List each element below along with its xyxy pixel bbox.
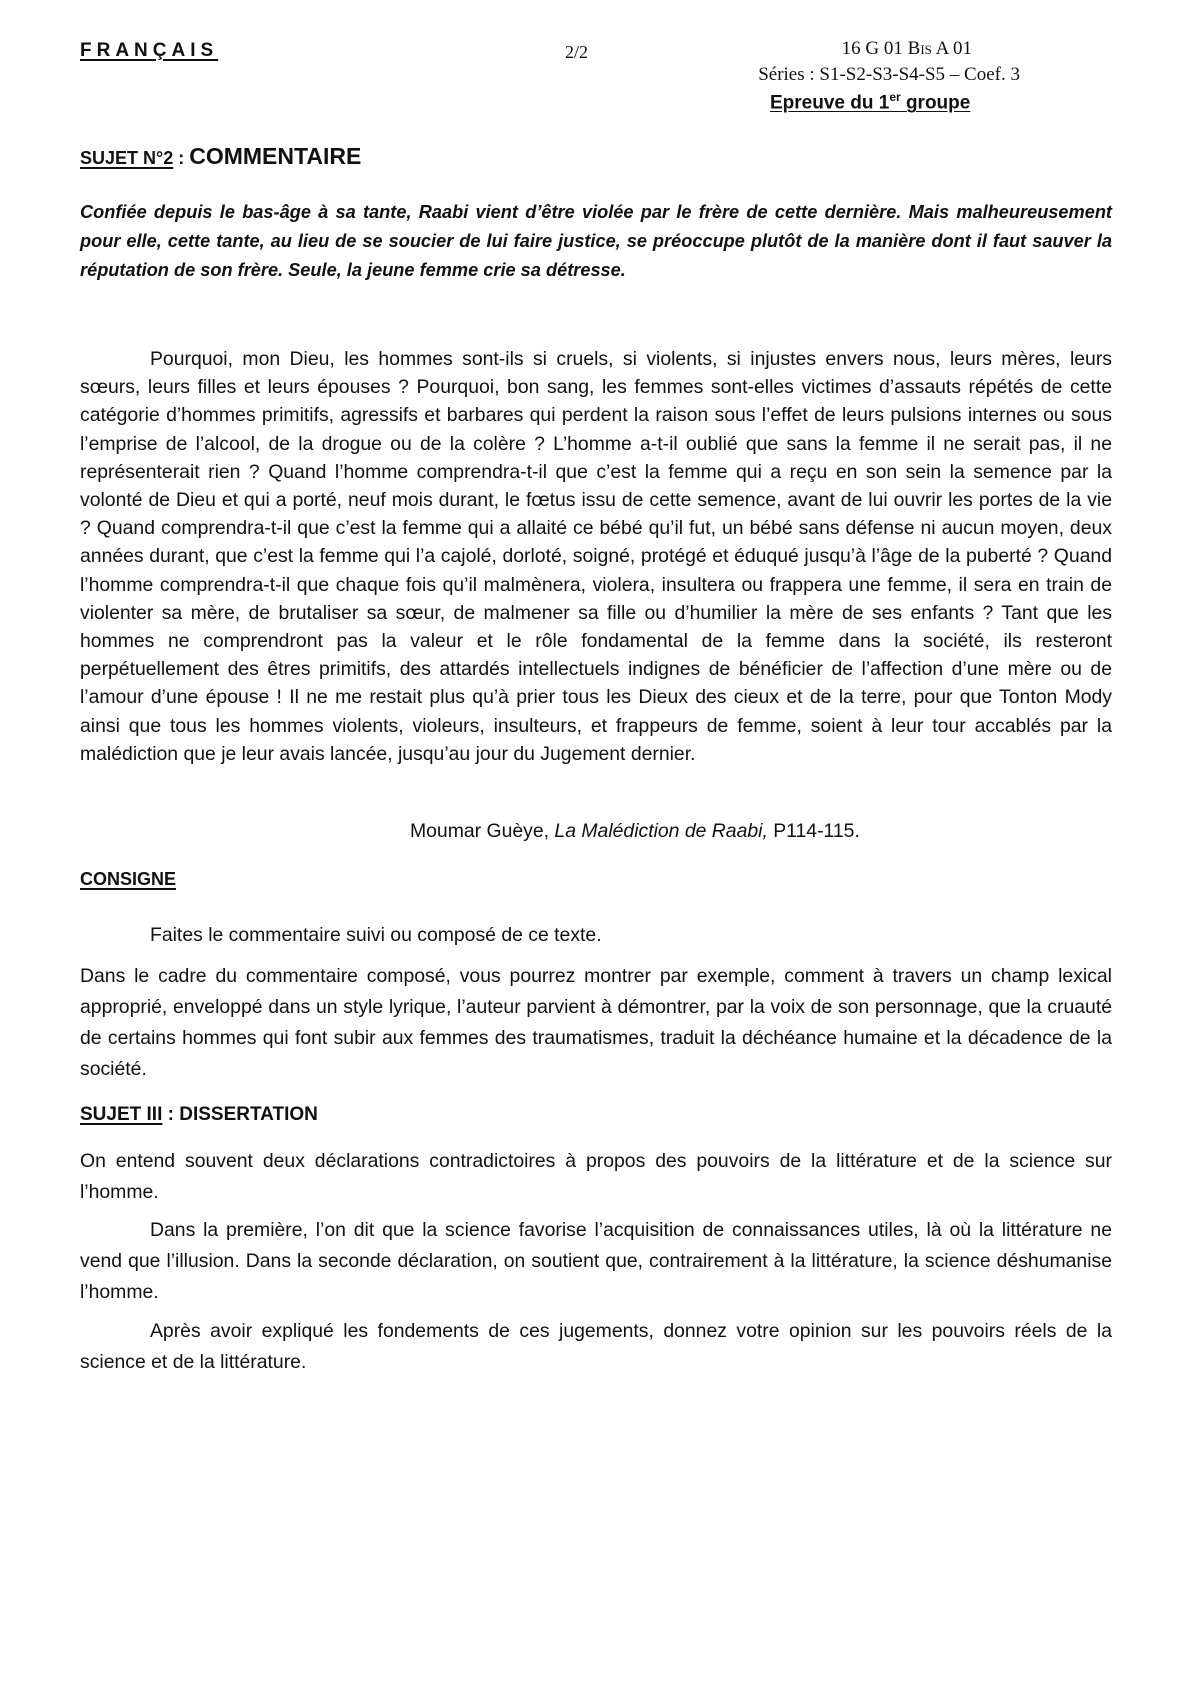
section-separator: : [162, 1104, 180, 1125]
section-name: COMMENTAIRE [189, 143, 362, 169]
series-coef: Séries : S1-S2-S3-S4-S5 – Coef. 3 [758, 64, 1020, 85]
consigne-heading: CONSIGNE [80, 869, 177, 889]
exam-code-bis: Bis [907, 38, 932, 59]
epreuve-prefix: Epreuve du 1 [770, 92, 890, 114]
epreuve-group [770, 90, 970, 114]
exam-code [760, 38, 972, 60]
subject-heading: FRANÇAIS [80, 40, 219, 61]
section-label: SUJET III [80, 1104, 163, 1125]
exam-code-prefix: 16 G 01 [841, 38, 908, 59]
section-separator: : [173, 148, 190, 168]
epreuve-sup: er [889, 90, 901, 104]
section-title-dissertation [80, 1104, 318, 1126]
dissertation-para-3: Après avoir expliqué les fondements de ces jugements, donnez votre opinion sur les pouvoirs réels de la science et de la littérature. [80, 1320, 1112, 1373]
excerpt-text: Pourquoi, mon Dieu, les hommes sont-ils si cruels, si violents, si injustes envers nous, leurs mères, leurs sœurs, leurs filles et leurs épouses ? Pourquoi, bon sang, les femmes sont-elles victimes d’assauts répétés de cette catégorie d’hommes primitifs, agressifs et barbares qui perdent la raison sous l’effet de leurs pulsions internes ou sous l’emprise de l’alcool, de la drogue ou de la colère ? L’homme a-t-il oublié que sans la femme il ne serait pas, il ne représenterait rien ? Quand l’homme comprendra-t-il que c’est la femme qui a reçu en son sein la semence par la volonté de Dieu et qui a porté, neuf mois durant, le fœtus issu de cette semence, avant de lui ouvrir les portes de la vie ? Quand comprendra-t-il que c’est la femme qui a allaité ce bébé qu’il fut, un bébé sans défense ni aucun moyen, deux années durant, que c’est la femme qui l’a cajolé, dorloté, soigné, protégé et éduqué jusqu’à l’âge de la puberté ? Quand l’homme comprendra-t-il que chaque fois qu’il malmènera, violera, insultera ou frappera une femme, il sera en train de violenter sa mère, de brutaliser sa sœur, de malmener sa fille ou d’humilier la mère de ses enfants ? Tant que les hommes ne comprendront pas la valeur et le rôle fondamental de la femme dans la société, ils resteront perpétuellement des êtres primitifs, des attardés intellectuels indignes de bénéficier de l’affection d’une mère ou de l’amour d’une épouse ! Il ne me restait plus qu’à prier tous les Dieux des cieux et de la terre, pour que Tonton Mody ainsi que tous les hommes violents, violeurs, insulteurs, et frappeurs de femme, soient à leur tour accablés par la malédiction que je leur avais lancée, jusqu’au jour du Jugement dernier. [80, 348, 1112, 765]
epreuve-suffix: groupe [900, 92, 971, 114]
consigne-instruction: Faites le commentaire suivi ou composé de ce texte. [150, 924, 602, 946]
context-intro: Confiée depuis le bas-âge à sa tante, Raabi vient d’être violée par le frère de cette dernière. Mais malheureusement pour elle, cette tante, au lieu de se soucier de lui faire justice, se préoccupe plutôt de la manière dont il faut sauver la réputation de son frère. Seule, la jeune femme crie sa détresse. [80, 202, 1112, 280]
dissertation-para-1: On entend souvent deux déclarations contradictoires à propos des pouvoirs de la littérature et de la science sur l’homme. [80, 1150, 1112, 1203]
source-title: La Malédiction de Raabi, [554, 820, 768, 842]
consigne-detail: Dans le cadre du commentaire composé, vous pourrez montrer par exemple, comment à travers un champ lexical approprié, enveloppé dans un style lyrique, l’auteur parvient à démontrer, par la voix de son personnage, que la cruauté de certains hommes qui font subir aux femmes des traumatismes, traduit la déchéance humaine et la décadence de la société. [80, 965, 1112, 1080]
source-pages: P114-115. [767, 820, 860, 842]
exam-code-suffix: A 01 [931, 38, 972, 59]
section-label: SUJET N°2 [80, 148, 174, 168]
section-name: DISSERTATION [179, 1104, 318, 1125]
dissertation-para-2: Dans la première, l’on dit que la science favorise l’acquisition de connaissances utiles, là où la littérature ne vend que l’illusion. Dans la seconde déclaration, on soutient que, contrairement à la littérature, la science déshumanise l’homme. [80, 1219, 1112, 1303]
page-number: 2/2 [565, 42, 589, 62]
source-author: Moumar Guèye, [410, 820, 555, 842]
excerpt-source [410, 820, 860, 843]
section-title-commentaire [80, 143, 361, 170]
